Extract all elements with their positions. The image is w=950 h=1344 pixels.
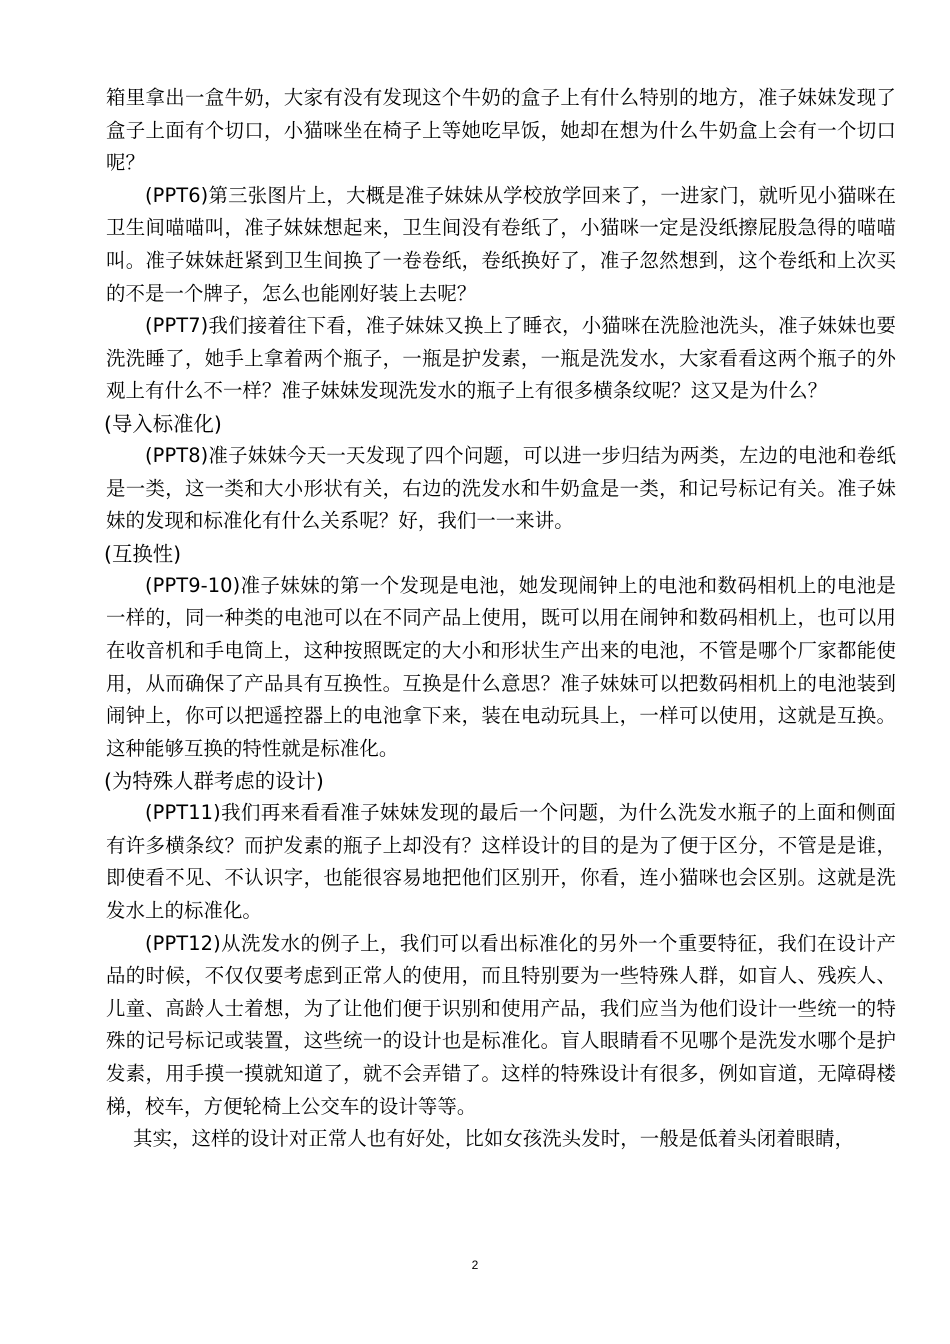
paragraph-ppt12: (PPT12)从洗发水的例子上，我们可以看出标准化的另外一个重要特征，我们在设计产品的时候，不仅仅要考虑到正常人的使用，而且特别要为一些特殊人群，如盲人、残疾人、儿童、高龄人士着想，为了让他们便于识别和使用产品，我们应当为他们设计一些统一的特殊的记号标记或装置，这些统一的设计也是标准化。盲人眼睛看不见哪个是洗发水哪个是护发素，用手摸一摸就知道了，就不会弄错了。这样的特殊设计有很多，例如盲道，无障碍楼梯，校车，方便轮椅上公交车的设计等等。 — [106, 931, 896, 1118]
paragraph-ppt8: (PPT8)准子妹妹今天一天发现了四个问题，可以进一步归结为两类，左边的电池和卷纸是一类，这一类和大小形状有关，右边的洗发水和牛奶盒是一类，和记号标记有关。准子妹妹的发现和标准化有什么关系呢？好，我们一一来讲。 — [106, 443, 896, 533]
page-number: 2 — [471, 1258, 479, 1272]
section-heading-special-design: (为特殊人群考虑的设计) — [104, 769, 324, 794]
paragraph-ppt7: (PPT7)我们接着往下看，准子妹妹又换上了睡衣，小猫咪在洗脸池洗头，准子妹妹也要洗洗睡了，她手上拿着两个瓶子，一瓶是护发素，一瓶是洗发水，大家看看这两个瓶子的外观上有什么不一样？准子妹妹发现洗发水的瓶子上有很多横条纹呢？这又是为什么？ — [106, 314, 896, 403]
section-heading-standardization: (导入标准化) — [104, 411, 222, 436]
paragraph-ppt9-10: (PPT9-10)准子妹妹的第一个发现是电池，她发现闹钟上的电池和数码相机上的电池是一样的，同一种类的电池可以在不同产品上使用，既可以用在闹钟和数码相机上，也可以用在收音机和手电筒上，这种按照既定的大小和形状生产出来的电池，不管是哪个厂家都能使用，从而确保了产品具有互换性。互换是什么意思？准子妹妹可以把数码相机上的电池装到闹钟上，你可以把遥控器上的电池拿下来，装在电动玩具上，一样可以使用，这就是互换。这种能够互换的特性就是标准化。 — [106, 573, 896, 760]
section-heading-interchangeability: (互换性) — [104, 541, 182, 566]
paragraph-final: 其实，这样的设计对正常人也有好处，比如女孩洗头发时，一般是低着头闭着眼睛， — [133, 1127, 855, 1151]
document-body — [106, 82, 896, 1156]
paragraph-ppt11: (PPT11)我们再来看看准子妹妹发现的最后一个问题，为什么洗发水瓶子的上面和侧面有许多横条纹？而护发素的瓶子上却没有？这样设计的目的是为了便于区分，不管是是谁，即使看不见、不认识字，也能很容易地把他们区别开，你看，连小猫咪也会区别。这就是洗发水上的标准化。 — [106, 801, 896, 923]
paragraph-ppt6: (PPT6)第三张图片上，大概是准子妹妹从学校放学回来了，一进家门，就听见小猫咪在卫生间喵喵叫，准子妹妹想起来，卫生间没有卷纸了，小猫咪一定是没纸擦屁股急得的喵喵叫。准子妹妹赶紧到卫生间换了一卷卷纸，卷纸换好了，准子忽然想到，这个卷纸和上次买的不是一个牌子，怎么也能刚好装上去呢？ — [106, 183, 896, 305]
paragraph-1: 箱里拿出一盒牛奶，大家有没有发现这个牛奶的盒子上有什么特别的地方，准子妹妹发现了盒子上面有个切口，小猫咪坐在椅子上等她吃早饭，她却在想为什么牛奶盒上会有一个切口呢？ — [106, 86, 896, 175]
